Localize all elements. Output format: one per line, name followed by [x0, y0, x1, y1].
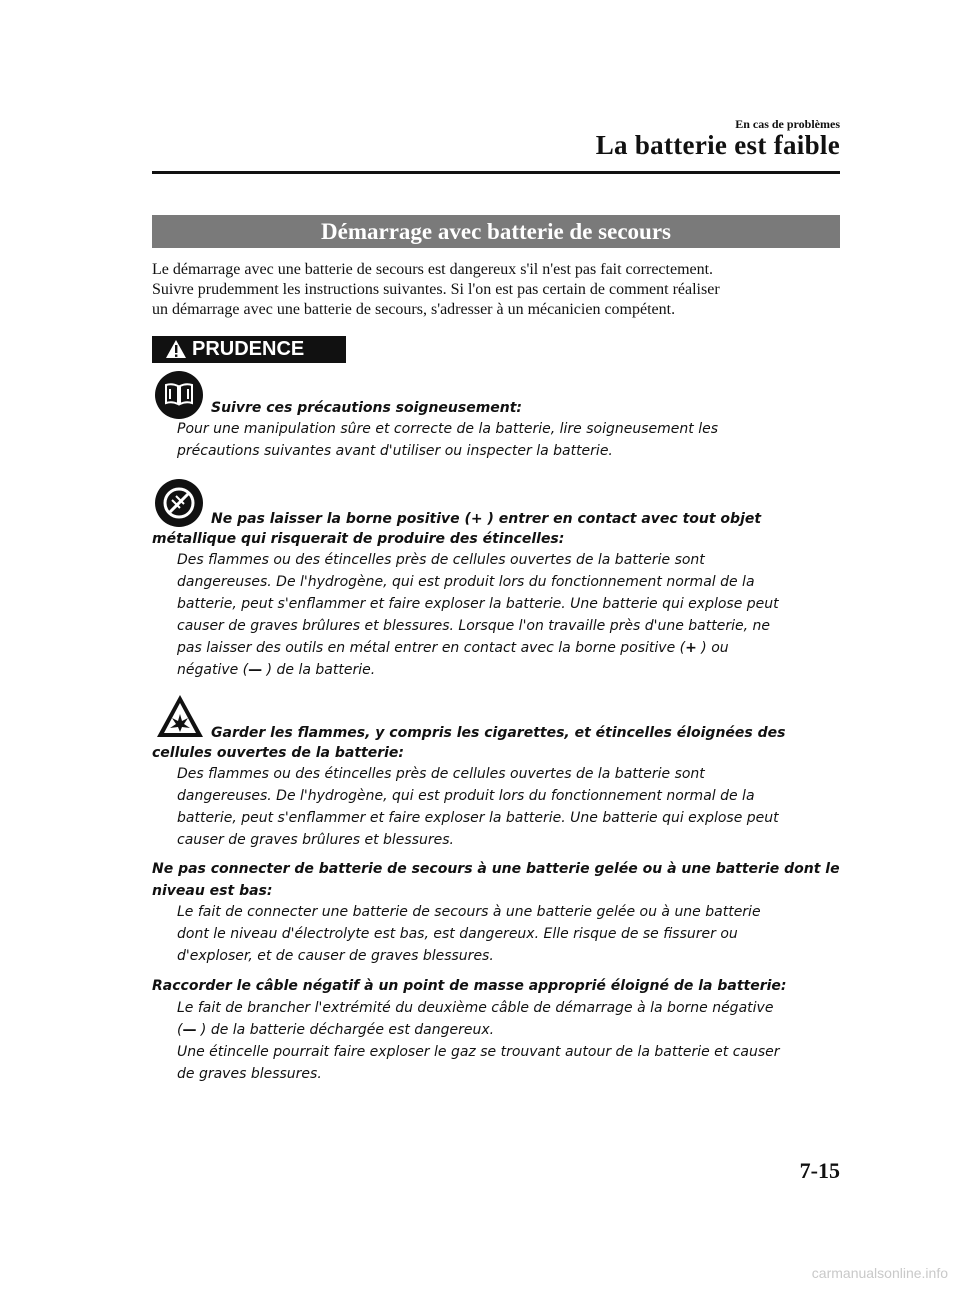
warning-body-line: Le fait de brancher l'extrémité du deuxième câble de démarrage à la borne négative [177, 1000, 774, 1016]
heading-part: Ne pas laisser la borne positive ( [211, 511, 471, 527]
plus-symbol: + [685, 640, 697, 656]
intro-paragraph [152, 260, 842, 320]
warning-heading [211, 511, 761, 527]
explosion-hazard-icon [156, 694, 204, 738]
warning-body-line: Pour une manipulation sûre et correcte de la batterie, lire soigneusement les [177, 421, 718, 437]
warning-body-line: Des flammes ou des étincelles près de cellules ouvertes de la batterie sont [177, 766, 705, 782]
section-title: La batterie est faible [595, 130, 840, 160]
prudence-label [152, 336, 346, 363]
chapter-title: En cas de problèmes [735, 117, 840, 131]
warning-body-line: batterie, peut s'enflammer et faire exploser la batterie. Une batterie qui explose peut [177, 596, 779, 612]
watermark: carmanualsonline.info [811, 1265, 948, 1281]
header-rule [152, 171, 840, 174]
warning-body-line: de graves blessures. [177, 1066, 322, 1082]
warning-body-line: Le fait de connecter une batterie de secours à une batterie gelée ou à une batterie [177, 904, 761, 920]
warning-heading: Ne pas connecter de batterie de secours à une batterie gelée ou à une batterie dont le [152, 861, 840, 877]
intro-line: un démarrage avec une batterie de secours, s'adresser à un mécanicien compétent. [152, 301, 676, 318]
body-part: ) ou [696, 640, 729, 656]
warning-heading: métallique qui risquerait de produire des étincelles: [152, 531, 565, 547]
minus-symbol: — [248, 662, 263, 678]
warning-triangle-icon [165, 339, 187, 359]
warning-body-line: dont le niveau d'électrolyte est bas, est dangereux. Elle risque de se fissurer ou [177, 926, 738, 942]
warning-body-line: dangereuses. De l'hydrogène, qui est produit lors du fonctionnement normal de la [177, 574, 755, 590]
warning-body-line: causer de graves brûlures et blessures. [177, 832, 454, 848]
warning-body-line [177, 662, 375, 678]
warning-body-line: dangereuses. De l'hydrogène, qui est produit lors du fonctionnement normal de la [177, 788, 755, 804]
minus-symbol: — [182, 1022, 197, 1038]
intro-line: Le démarrage avec une batterie de secours est dangereux s'il n'est pas fait correctement. [152, 261, 714, 278]
body-part: négative ( [177, 662, 249, 678]
warning-body-line: précautions suivantes avant d'utiliser ou inspecter la batterie. [177, 443, 613, 459]
warning-heading: Suivre ces précautions soigneusement: [211, 400, 523, 416]
warning-heading: niveau est bas: [152, 883, 273, 899]
intro-line: Suivre prudemment les instructions suivantes. Si l'on est pas certain de comment réaliser [152, 281, 720, 298]
warning-body-line: causer de graves brûlures et blessures. Lorsque l'on travaille près d'une batterie, ne [177, 618, 770, 634]
warning-body-line: Des flammes ou des étincelles près de cellules ouvertes de la batterie sont [177, 552, 705, 568]
body-part: ) de la batterie. [262, 662, 376, 678]
warning-body-line: d'exploser, et de causer de graves blessures. [177, 948, 494, 964]
no-metal-contact-icon [154, 478, 204, 528]
page-number: 7-15 [799, 1158, 840, 1183]
heading-part: ) entrer en contact avec tout objet [482, 511, 762, 527]
warning-heading: Garder les flammes, y compris les cigarettes, et étincelles éloignées des [211, 725, 786, 741]
warning-heading: Raccorder le câble négatif à un point de masse approprié éloigné de la batterie: [152, 978, 787, 994]
warning-body-line: batterie, peut s'enflammer et faire exploser la batterie. Une batterie qui explose peut [177, 810, 779, 826]
warning-body-line [177, 1022, 494, 1038]
manual-book-icon [154, 370, 204, 420]
warning-body-line: Une étincelle pourrait faire exploser le gaz se trouvant autour de la batterie et causer [177, 1044, 780, 1060]
body-part: pas laisser des outils en métal entrer en contact avec la borne positive ( [177, 640, 686, 656]
prudence-text: PRUDENCE [192, 338, 305, 360]
warning-body-line [177, 640, 729, 656]
plus-symbol: + [470, 511, 483, 527]
warning-heading: cellules ouvertes de la batterie: [152, 745, 405, 761]
body-part: ) de la batterie déchargée est dangereux. [196, 1022, 495, 1038]
body-part: ( [177, 1022, 183, 1038]
section-banner: Démarrage avec batterie de secours [152, 215, 840, 248]
